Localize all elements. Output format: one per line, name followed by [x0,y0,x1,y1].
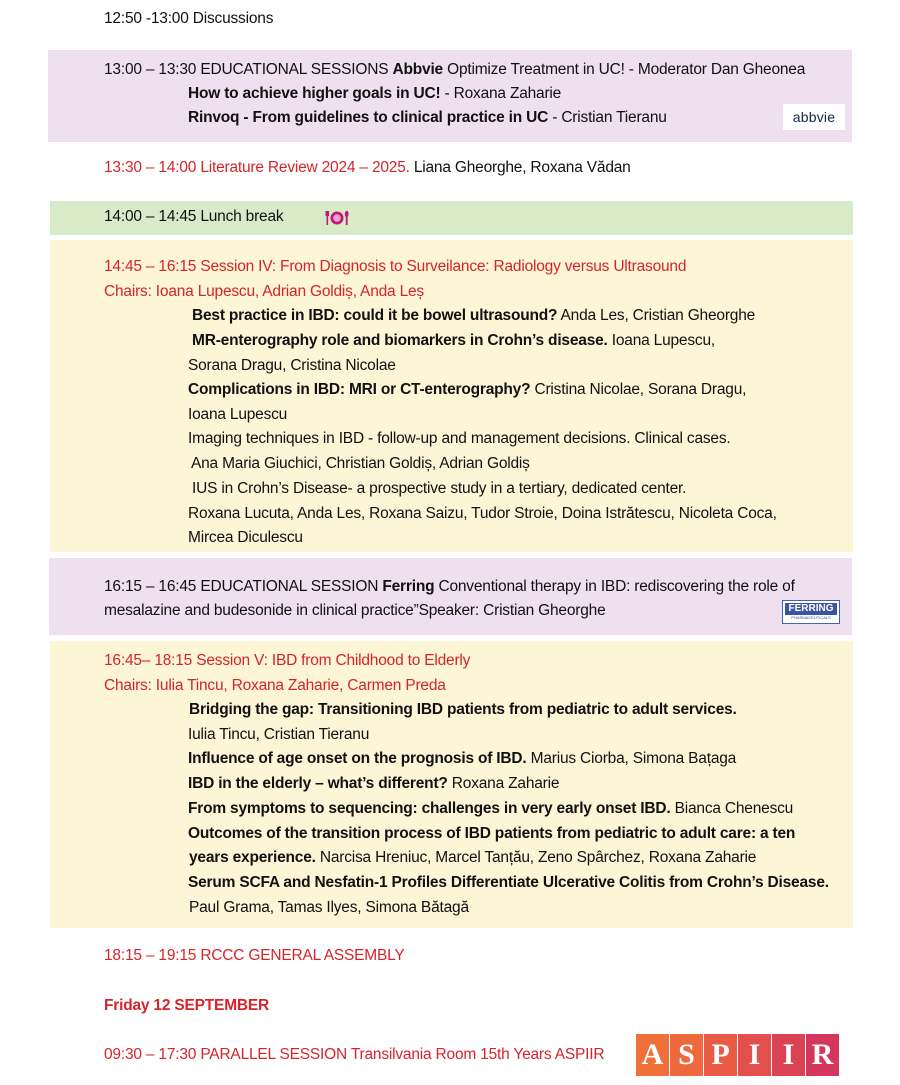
aspiir-letter: I [772,1034,805,1076]
session-4-talk-5-speakers: Roxana Lucuta, Anda Les, Roxana Saizu, Tudor Stroie, Doina Istrătescu, Nicoleta Coca, [188,505,777,522]
discussions-line: 12:50 -13:00 Discussions [104,10,274,27]
literature-review-line [104,158,631,178]
talk-speakers: Cristina Nicolae, Sorana Dragu, [530,381,747,398]
abbvie-logo: abbvie [783,104,845,130]
talk-title: From symptoms to sequencing: challenges in very early onset IBD. [188,800,671,817]
talk-speakers: Ioana Lupescu, [607,332,715,349]
aspiir-logo [636,1034,840,1076]
session-4-talk-3-speakers: Ioana Lupescu [188,406,288,423]
talk-speakers: Marius Ciorba, Simona Bațaga [526,750,737,767]
ferring-sponsor: Ferring [382,578,435,595]
talk-title: IBD in the elderly – what’s different? [188,775,448,792]
session-4-talk-4-speakers: Ana Maria Giuchici, Christian Goldiș, Adrian Goldiș [191,455,530,472]
parallel-session-line: 09:30 – 17:30 PARALLEL SESSION Transilvania Room 15th Years ASPIIR [104,1046,605,1063]
session-4-talk-4: Imaging techniques in IBD - follow-up and management decisions. Clinical cases. [188,430,731,447]
session-4-talk-2 [192,331,715,351]
talk-title: How to achieve higher goals in UC! [188,85,441,102]
session-4-chairs: Chairs: Ioana Lupescu, Adrian Goldiș, Anda Leș [104,283,424,300]
session-5-talk-1: Bridging the gap: Transitioning IBD patients from pediatric to adult services. [189,701,737,718]
lunch-label: 14:00 – 14:45 Lunch break [104,208,284,225]
general-assembly-line: 18:15 – 19:15 RCCC GENERAL ASSEMBLY [104,947,405,964]
ferring-logo-sub: PHARMACEUTICALS [791,615,831,620]
ferring-header-topic: Conventional therapy in IBD: rediscovering the role of [434,578,795,595]
aspiir-letter: S [670,1034,703,1076]
ferring-logo-name: FERRING [785,603,837,615]
session-5-talk-1-speakers: Iulia Tincu, Cristian Tieranu [188,726,370,743]
session-5-chairs: Chairs: Iulia Tincu, Roxana Zaharie, Carmen Preda [104,677,446,694]
session-5-header: 16:45– 18:15 Session V: IBD from Childhood to Elderly [104,652,471,669]
abbvie-header-time: 13:00 – 13:30 EDUCATIONAL SESSIONS [104,61,393,78]
session-5-talk-5: Outcomes of the transition process of IBD patients from pediatric to adult care: a ten [188,825,796,842]
talk-speakers: Anda Les, Cristian Gheorghe [557,307,756,324]
talk-speaker: - Roxana Zaharie [440,85,562,102]
literature-speakers: Liana Gheorghe, Roxana Vădan [409,159,631,176]
talk-title: Complications in IBD: MRI or CT-enterography? [188,381,531,398]
aspiir-letter: R [806,1034,839,1076]
abbvie-sponsor: Abbvie [392,61,443,78]
aspiir-letter: A [636,1034,669,1076]
talk-title: years experience. [189,849,316,866]
session-5-talk-3 [188,774,559,794]
abbvie-header-topic: Optimize Treatment in UC! - Moderator Dan Gheonea [442,61,806,78]
talk-speaker: - Cristian Tieranu [548,109,667,126]
talk-speakers: Bianca Chenescu [670,800,794,817]
plate-cutlery-icon [325,209,349,227]
talk-title: MR-enterography role and biomarkers in Crohn’s disease. [192,332,608,349]
talk-title: Rinvoq - From guidelines to clinical practice in UC [188,109,549,126]
session-4-header: 14:45 – 16:15 Session IV: From Diagnosis to Surveilance: Radiology versus Ultrasound [104,258,687,275]
abbvie-session-header [104,60,805,80]
ferring-header-time: 16:15 – 16:45 EDUCATIONAL SESSION [104,578,383,595]
session-5-talk-5-cont [189,848,756,868]
aspiir-letter: I [738,1034,771,1076]
session-5-talk-4 [188,799,793,819]
abbvie-talk-1 [188,84,561,104]
session-4-talk-2-speakers: Sorana Dragu, Cristina Nicolae [188,357,396,374]
session-5-talk-2 [188,749,736,769]
session-4-talk-5-speakers-cont: Mircea Diculescu [188,529,303,546]
session-4-talk-1 [192,306,755,326]
session-5-talk-6-speakers: Paul Grama, Tamas Ilyes, Simona Bătagă [189,899,469,916]
session-5-talk-6: Serum SCFA and Nesfatin-1 Profiles Differentiate Ulcerative Colitis from Crohn’s Disease. [188,874,829,891]
abbvie-talk-2 [188,108,667,128]
ferring-session-line-2: mesalazine and budesonide in clinical practice”Speaker: Cristian Gheorghe [104,602,606,619]
talk-title: Best practice in IBD: could it be bowel ultrasound? [192,307,558,324]
friday-heading: Friday 12 SEPTEMBER [104,997,270,1014]
talk-speakers: Roxana Zaharie [447,775,560,792]
session-4-talk-5: IUS in Crohn’s Disease- a prospective study in a tertiary, dedicated center. [192,480,687,497]
literature-time-title: 13:30 – 14:00 Literature Review 2024 – 2025. [104,159,410,176]
talk-speakers: Narcisa Hreniuc, Marcel Tanțău, Zeno Spârchez, Roxana Zaharie [315,849,757,866]
ferring-session-line-1 [104,577,795,597]
talk-title: Influence of age onset on the prognosis of IBD. [188,750,527,767]
session-4-talk-3 [188,380,746,400]
aspiir-letter: P [704,1034,737,1076]
ferring-logo [782,600,840,624]
